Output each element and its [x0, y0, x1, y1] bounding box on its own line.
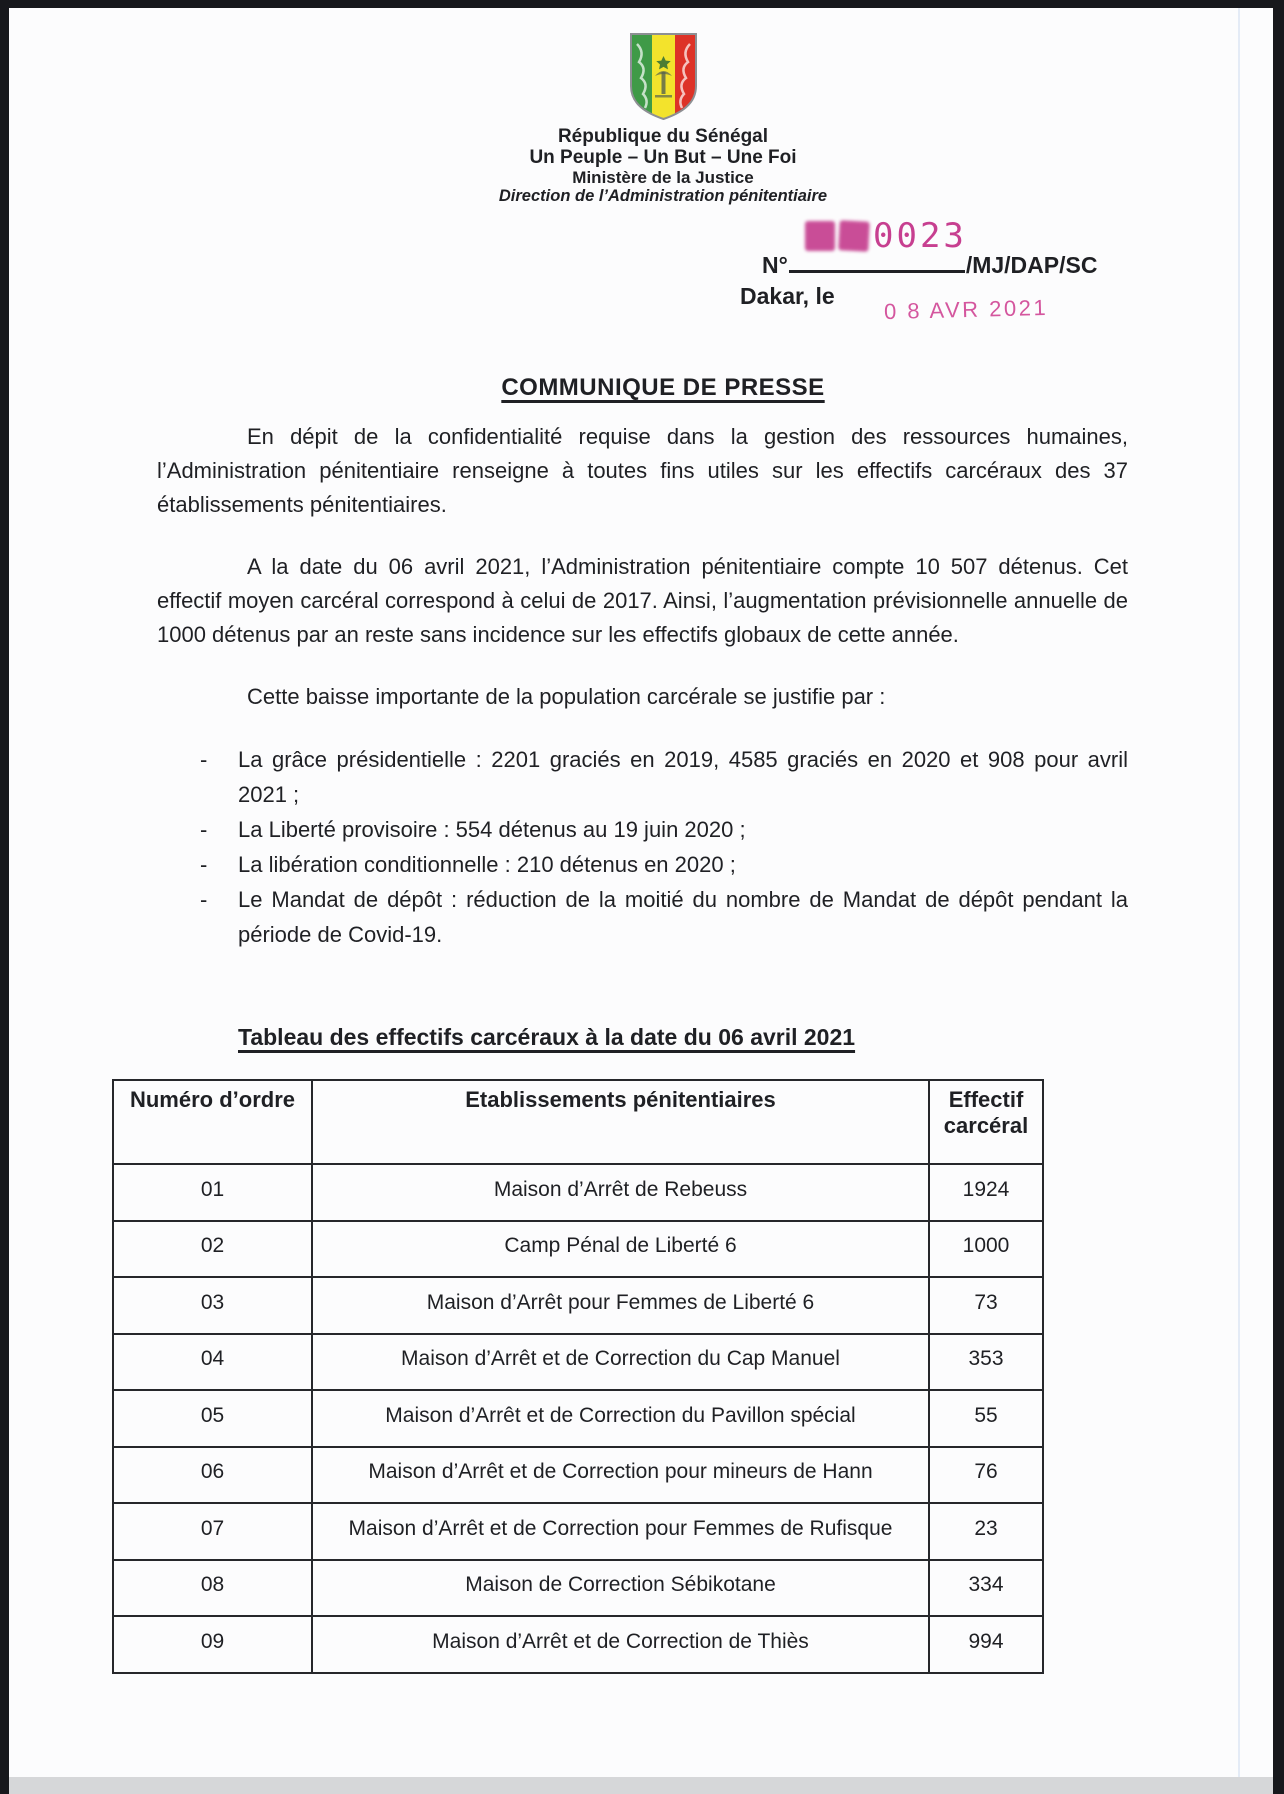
list-item — [157, 882, 1128, 952]
stamp-digits — [873, 216, 967, 256]
letterhead — [363, 32, 963, 206]
stamp-smudge-icon — [805, 221, 835, 251]
reason-list — [157, 742, 1128, 952]
table-row — [113, 1334, 1043, 1391]
cell-establishment: Maison de Correction Sébikotane — [312, 1560, 929, 1617]
table-row — [113, 1616, 1043, 1673]
reference-suffix: /MJ/DAP/SC — [965, 252, 1098, 278]
column-header-establishment: Etablissements pénitentiaires — [312, 1080, 929, 1164]
table-row — [113, 1560, 1043, 1617]
table-title: Tableau des effectifs carcéraux à la date du 06 avril 2021 — [238, 1024, 856, 1050]
column-header-population: Effectif carcéral — [929, 1080, 1043, 1164]
dash-bullet: - — [200, 887, 208, 912]
paragraph: Cette baisse importante de la population carcérale se justifie par : — [247, 684, 886, 709]
place-date-label: Dakar, le — [740, 283, 835, 309]
letterhead-motto: Un Peuple – Un But – Une Foi — [529, 147, 797, 168]
date-ink-stamp: 0 8 AVR 2021 — [883, 294, 1049, 325]
reference-prefix: N° — [762, 252, 788, 278]
paragraph: A la date du 06 avril 2021, l’Administration pénitentiaire compte 10 507 détenus. Cet effectif moyen carcéral correspond à celui de 2017. Ainsi, l’augmentation prévisionnelle annuelle de 1000 détenus par an reste sans incidence sur les effectifs globaux de cette année. — [157, 554, 1128, 647]
paragraph: En dépit de la confidentialité requise dans la gestion des ressources humaines, l’Administration pénitentiaire renseigne à toutes fins utiles sur les effectifs carcéraux des 37 établissements pénitentiaires. — [157, 424, 1128, 517]
letterhead-country: République du Sénégal — [557, 126, 769, 147]
scan-edge-top — [0, 0, 1284, 8]
cell-order-number: 06 — [113, 1447, 312, 1504]
table-row — [113, 1447, 1043, 1504]
cell-establishment: Camp Pénal de Liberté 6 — [312, 1221, 929, 1278]
table-body — [113, 1164, 1043, 1673]
reference-number-line — [762, 250, 1097, 279]
cell-population: 73 — [929, 1277, 1043, 1334]
list-item-text: La Liberté provisoire : 554 détenus au 19 juin 2020 ; — [238, 817, 746, 842]
list-item — [157, 812, 1128, 847]
cell-establishment: Maison d’Arrêt et de Correction pour Femmes de Rufisque — [312, 1503, 929, 1560]
list-item-text: La grâce présidentielle : 2201 graciés en 2019, 4585 graciés en 2020 et 908 pour avril 2021 ; — [238, 747, 1128, 807]
cell-establishment: Maison d’Arrêt et de Correction de Thiès — [312, 1616, 929, 1673]
cell-order-number: 04 — [113, 1334, 312, 1391]
scan-edge-right — [1273, 0, 1284, 1794]
body-text — [157, 420, 1128, 952]
reference-blank-line — [789, 250, 965, 273]
dash-bullet: - — [200, 852, 208, 877]
prison-population-table — [112, 1079, 1044, 1674]
cell-order-number: 08 — [113, 1560, 312, 1617]
table-row — [113, 1390, 1043, 1447]
cell-order-number: 02 — [113, 1221, 312, 1278]
paragraphs — [157, 420, 1128, 714]
list-item-text: Le Mandat de dépôt : réduction de la moitié du nombre de Mandat de dépôt pendant la période de Covid-19. — [238, 887, 1128, 947]
cell-population: 76 — [929, 1447, 1043, 1504]
dash-bullet: - — [200, 817, 208, 842]
list-item-text: La libération conditionnelle : 210 détenus en 2020 ; — [238, 852, 736, 877]
table-row — [113, 1503, 1043, 1560]
cell-order-number: 05 — [113, 1390, 312, 1447]
cell-order-number: 07 — [113, 1503, 312, 1560]
cell-establishment: Maison d’Arrêt de Rebeuss — [312, 1164, 929, 1221]
cell-order-number: 01 — [113, 1164, 312, 1221]
table-row — [113, 1164, 1043, 1221]
stamp-smudge-icon — [838, 220, 870, 252]
cell-population: 1000 — [929, 1221, 1043, 1278]
registry-number-stamp — [805, 216, 967, 256]
cell-population: 994 — [929, 1616, 1043, 1673]
letterhead-direction: Direction de l’Administration pénitentiaire — [498, 187, 828, 205]
list-item — [157, 742, 1128, 812]
table-row — [113, 1277, 1043, 1334]
cell-order-number: 09 — [113, 1616, 312, 1673]
cell-establishment: Maison d’Arrêt et de Correction du Cap Manuel — [312, 1334, 929, 1391]
scan-edge-left — [0, 0, 9, 1794]
list-item — [157, 847, 1128, 882]
cell-population: 55 — [929, 1390, 1043, 1447]
table-header-row — [113, 1080, 1043, 1164]
cell-establishment: Maison d’Arrêt et de Correction du Pavillon spécial — [312, 1390, 929, 1447]
stamp-number-value: 0023 — [873, 216, 967, 256]
cell-population: 23 — [929, 1503, 1043, 1560]
document-title: COMMUNIQUE DE PRESSE — [501, 374, 825, 401]
cell-establishment: Maison d’Arrêt et de Correction pour mineurs de Hann — [312, 1447, 929, 1504]
column-header-order-number: Numéro d’ordre — [113, 1080, 312, 1164]
cell-establishment: Maison d’Arrêt pour Femmes de Liberté 6 — [312, 1277, 929, 1334]
scan-bottom-band — [9, 1777, 1273, 1794]
cell-order-number: 03 — [113, 1277, 312, 1334]
table-row — [113, 1221, 1043, 1278]
senegal-coat-of-arms-icon — [629, 32, 698, 120]
cell-population: 353 — [929, 1334, 1043, 1391]
cell-population: 334 — [929, 1560, 1043, 1617]
dash-bullet: - — [200, 747, 208, 772]
cell-population: 1924 — [929, 1164, 1043, 1221]
letterhead-ministry: Ministère de la Justice — [572, 168, 754, 187]
scan-artifact-line — [1238, 8, 1240, 1777]
